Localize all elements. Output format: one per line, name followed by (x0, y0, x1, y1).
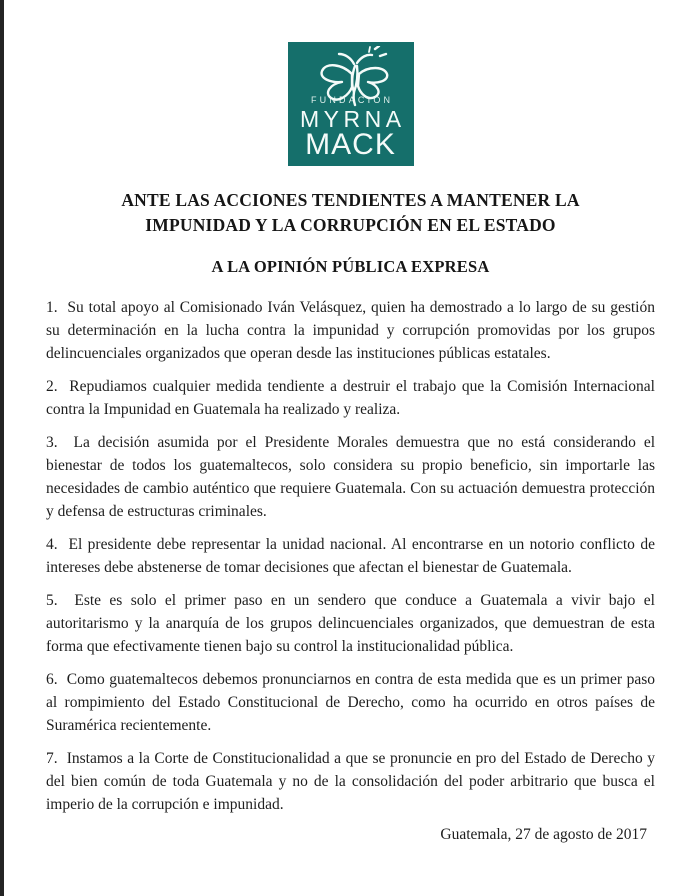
paragraph-2: 2. Repudiamos cualquier medida tendiente a destruir el trabajo que la Comisión Internacional contra la Impunidad en Guatemala ha realizado y realiza. (46, 378, 655, 418)
paragraph-3: 3. La decisión asumida por el Presidente Morales demuestra que no está considerando el bienestar de todos los guatemaltecos, solo considera su propio beneficio, sin importarle las necesidades de cambio auténtico que requiere Guatemala. Con su actuación demuestra protección y defensa de estructuras criminales. (46, 434, 655, 520)
paragraph-6: 6. Como guatemaltecos debemos pronunciarnos en contra de esta medida que es un primer paso al rompimiento del Estado Constitucional de Derecho, como ha ocurrido en otros países de Suramérica recientemente. (46, 671, 655, 734)
statement-body (46, 296, 655, 816)
logo-fundacion-text: FUNDACIÓN (310, 95, 394, 105)
document-title (46, 188, 655, 238)
document-title-line-1: ANTE LAS ACCIONES TENDIENTES A MANTENER LA (121, 190, 580, 210)
fundacion-myrna-mack-logo (288, 42, 414, 166)
paragraph-7: 7. Instamos a la Corte de Constitucionalidad a que se pronuncie en pro del Estado de Derecho y del bien común de toda Guatemala y no de la consolidación del poder arbitrario que busca el imperio de la corrupción e impunidad. (46, 750, 655, 813)
paragraph-4: 4. El presidente debe representar la unidad nacional. Al encontrarse en un notorio conflicto de intereses debe abstenerse de tomar decisiones que afectan el bienestar de Guatemala. (46, 536, 655, 576)
logo-mack-text: MACK (305, 128, 396, 161)
document-subtitle: A LA OPINIÓN PÚBLICA EXPRESA (211, 257, 490, 276)
dateline: Guatemala, 27 de agosto de 2017 (440, 826, 647, 843)
page-left-edge (0, 0, 4, 896)
document-title-line-2: IMPUNIDAD Y LA CORRUPCIÓN EN EL ESTADO (145, 215, 556, 235)
logo-myrna-text: MYRNA (299, 106, 406, 132)
paragraph-5: 5. Este es solo el primer paso en un sendero que conduce a Guatemala a vivir bajo el autoritarismo y la anarquía de los grupos delincuenciales organizados, que demuestran de esta forma que efectivamente tienen bajo su control la institucionalidad pública. (46, 592, 655, 655)
paragraph-1: 1. Su total apoyo al Comisionado Iván Velásquez, quien ha demostrado a lo largo de su gestión su determinación en la lucha contra la impunidad y corrupción promovidas por los grupos delincuenciales organizados que operan desde las instituciones públicas estatales. (46, 299, 655, 362)
butterfly-icon (312, 46, 398, 108)
